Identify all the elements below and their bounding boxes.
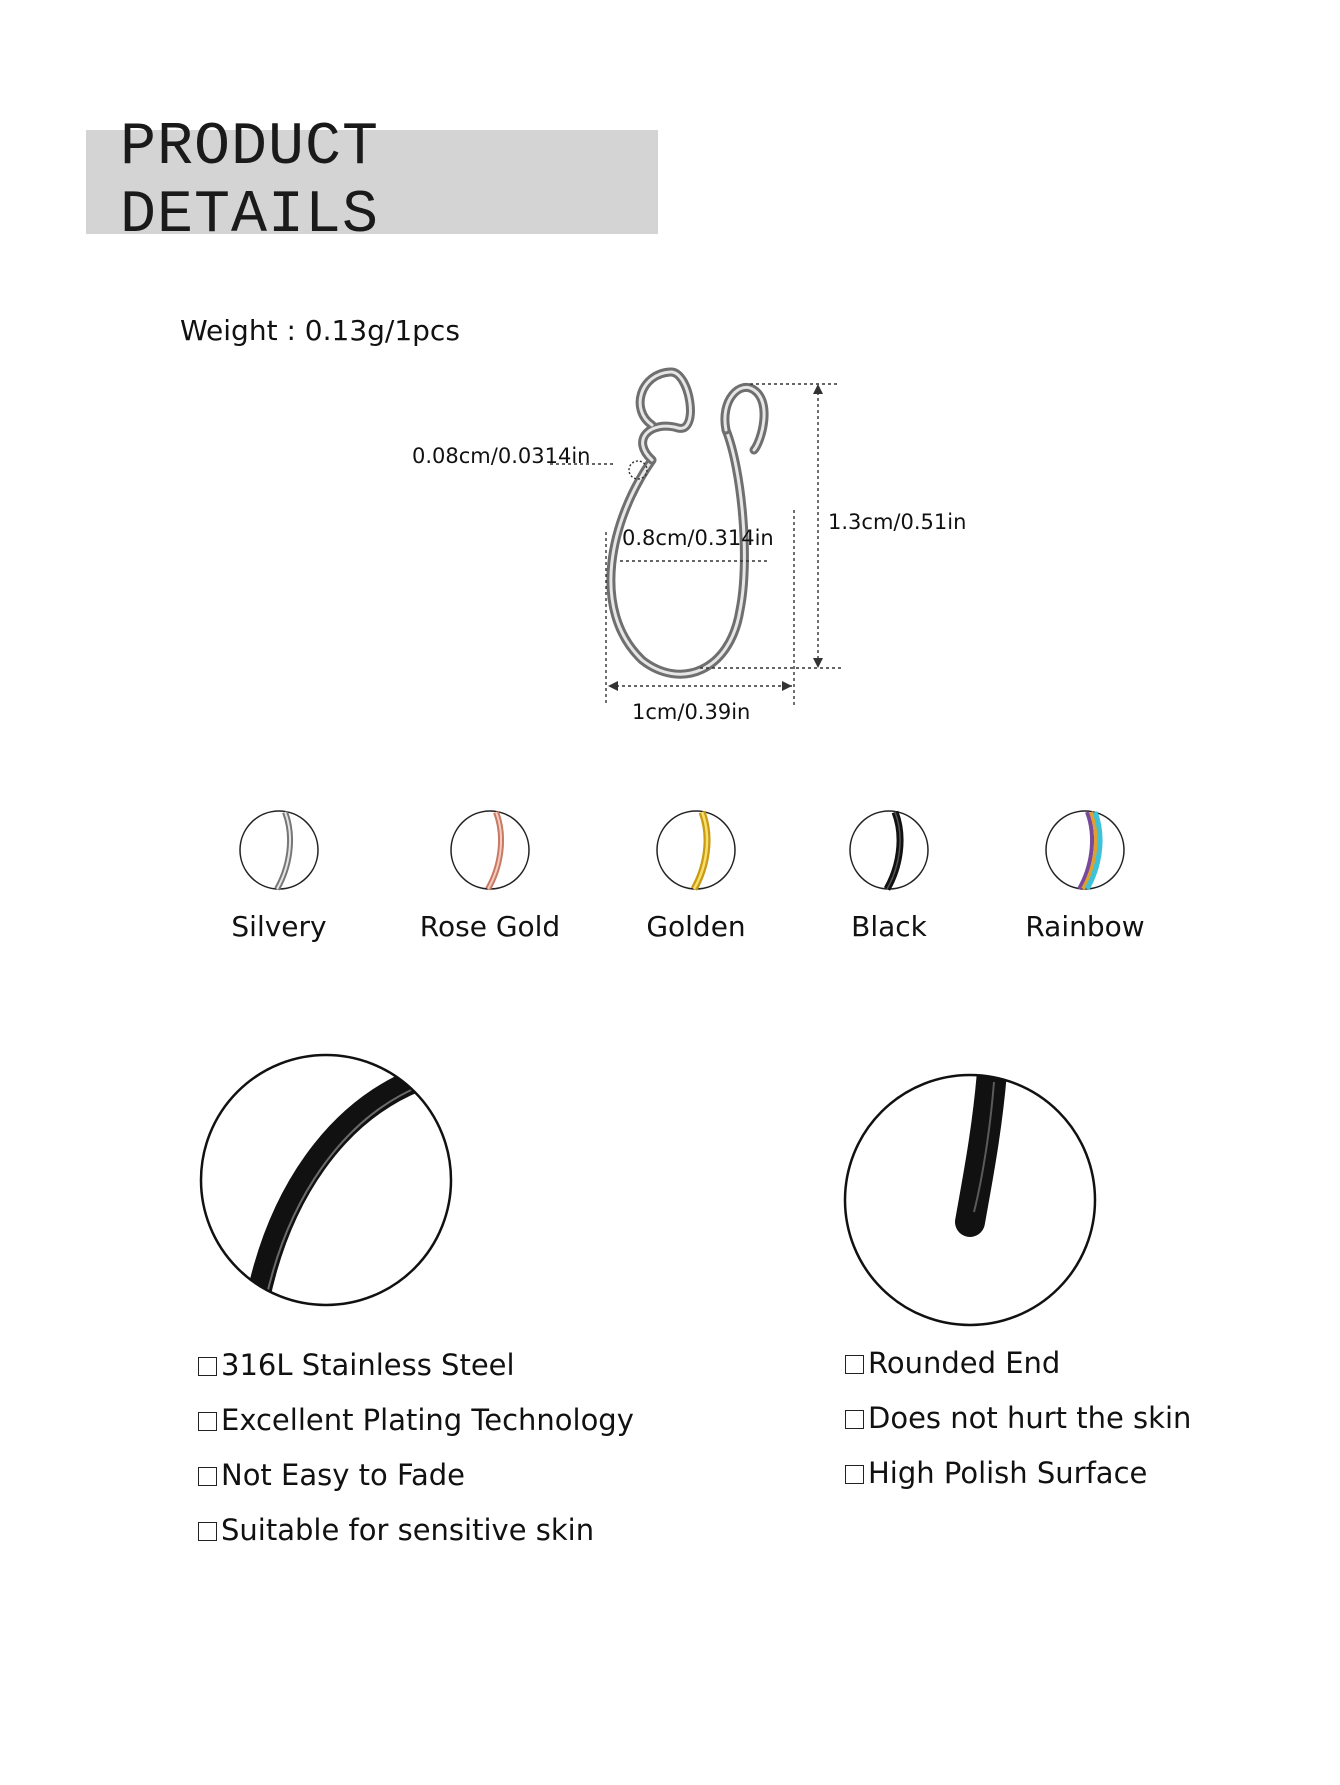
swatch-label: Rainbow xyxy=(1025,910,1145,943)
feature-item: Excellent Plating Technology xyxy=(198,1403,634,1458)
height-label: 1.3cm/0.51in xyxy=(828,510,967,534)
checkbox-icon xyxy=(845,1355,864,1374)
feature-item: High Polish Surface xyxy=(845,1456,1191,1511)
checkbox-icon xyxy=(845,1465,864,1484)
color-option-black[interactable] xyxy=(789,808,989,943)
rose-gold-swatch-icon xyxy=(448,808,532,892)
inner-diameter-label: 0.8cm/0.314in xyxy=(622,526,774,550)
golden-swatch-icon xyxy=(654,808,738,892)
width-label: 1cm/0.39in xyxy=(632,700,751,724)
detail-closeup-curve xyxy=(198,1052,454,1312)
wire-thickness-label: 0.08cm/0.0314in xyxy=(412,444,591,468)
features-list-left xyxy=(198,1348,634,1568)
weight-label: Weight : 0.13g/1pcs xyxy=(180,314,460,347)
detail-closeup-end xyxy=(842,1072,1098,1332)
feature-item: 316L Stainless Steel xyxy=(198,1348,634,1403)
page-title: PRODUCT DETAILS xyxy=(120,114,380,250)
feature-item: Not Easy to Fade xyxy=(198,1458,634,1513)
swatch-label: Silvery xyxy=(231,910,327,943)
feature-item: Rounded End xyxy=(845,1346,1191,1401)
feature-item: Does not hurt the skin xyxy=(845,1401,1191,1456)
black-swatch-icon xyxy=(847,808,931,892)
swatch-label: Black xyxy=(851,910,927,943)
swatch-label: Rose Gold xyxy=(419,910,561,943)
title-banner xyxy=(86,114,658,250)
color-option-rose-gold[interactable] xyxy=(390,808,590,943)
rainbow-swatch-icon xyxy=(1043,808,1127,892)
color-option-rainbow[interactable] xyxy=(985,808,1185,943)
checkbox-icon xyxy=(198,1467,217,1486)
nose-ring-illustration xyxy=(420,360,980,740)
color-option-golden[interactable] xyxy=(596,808,796,943)
checkbox-icon xyxy=(198,1357,217,1376)
checkbox-icon xyxy=(198,1412,217,1431)
swatch-label: Golden xyxy=(646,910,746,943)
rounded-end-closeup-icon xyxy=(842,1072,1098,1328)
checkbox-icon xyxy=(198,1522,217,1541)
product-dimension-diagram xyxy=(412,360,980,740)
silvery-swatch-icon xyxy=(237,808,321,892)
black-curve-closeup-icon xyxy=(198,1052,454,1308)
color-option-silvery[interactable] xyxy=(179,808,379,943)
checkbox-icon xyxy=(845,1410,864,1429)
features-list-right xyxy=(845,1346,1191,1511)
feature-item: Suitable for sensitive skin xyxy=(198,1513,634,1568)
